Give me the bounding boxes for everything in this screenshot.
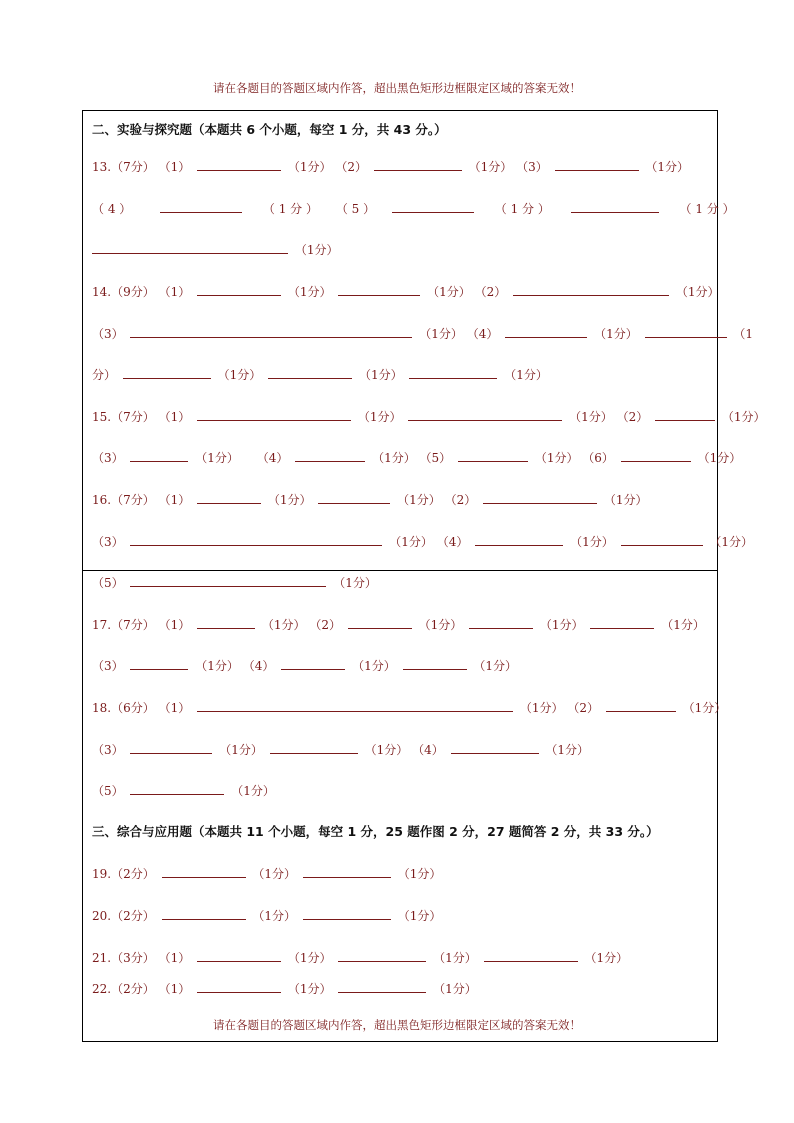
section2-title: 二、实验与探究题（本题共 6 个小题，每空 1 分，共 43 分。） bbox=[92, 122, 447, 137]
q18-head: 18.（6分） bbox=[92, 701, 155, 715]
q18-line3 bbox=[92, 782, 275, 800]
points: （1分） bbox=[584, 951, 629, 965]
points: （1分） bbox=[267, 493, 312, 507]
points-wrap: 分） bbox=[92, 368, 117, 382]
points: （1分） bbox=[645, 160, 690, 174]
q16-part5: （5） bbox=[92, 576, 124, 590]
points: （1分） bbox=[545, 743, 589, 757]
answer-blank[interactable] bbox=[505, 325, 587, 338]
answer-blank[interactable] bbox=[513, 283, 669, 296]
answer-blank[interactable] bbox=[451, 741, 539, 754]
answer-blank[interactable] bbox=[197, 980, 281, 993]
q17-part2: （2） bbox=[309, 618, 341, 632]
q16-part3: （3） bbox=[92, 535, 124, 549]
q22-part1: （1） bbox=[158, 982, 191, 996]
answer-blank[interactable] bbox=[408, 408, 562, 421]
q20-line bbox=[92, 907, 441, 925]
answer-blank[interactable] bbox=[130, 741, 212, 754]
q15-head: 15.（7分） bbox=[92, 410, 155, 424]
points: （1分） bbox=[294, 243, 339, 257]
points: （1分） bbox=[709, 535, 753, 549]
answer-blank[interactable] bbox=[318, 491, 390, 504]
q18-part4: （4） bbox=[412, 743, 444, 757]
q15-part3: （3） bbox=[92, 451, 124, 465]
points: （1分） bbox=[352, 659, 396, 673]
answer-blank[interactable] bbox=[295, 449, 365, 462]
points: （1分） bbox=[534, 451, 579, 465]
points: （1分） bbox=[252, 909, 297, 923]
answer-blank[interactable] bbox=[197, 283, 281, 296]
points: （1分） bbox=[287, 160, 332, 174]
answer-blank[interactable] bbox=[197, 491, 261, 504]
q18-part2: （2） bbox=[567, 701, 599, 715]
answer-blank[interactable] bbox=[197, 699, 513, 712]
points: （1分） bbox=[397, 909, 442, 923]
q13-part4: （ 4 ） bbox=[92, 202, 132, 216]
q17-part4: （4） bbox=[242, 659, 275, 673]
warning-top: 请在各题目的答题区域内作答，超出黑色矩形边框限定区域的答案无效！ bbox=[213, 81, 581, 95]
q13-line3 bbox=[92, 241, 338, 259]
answer-blank[interactable] bbox=[621, 449, 691, 462]
answer-blank[interactable] bbox=[197, 408, 351, 421]
points: （1分） bbox=[287, 285, 332, 299]
answer-box-lower bbox=[82, 570, 718, 1042]
q13-line1 bbox=[92, 158, 689, 176]
answer-blank[interactable] bbox=[469, 616, 533, 629]
answer-blank[interactable] bbox=[555, 158, 639, 171]
answer-blank[interactable] bbox=[130, 449, 188, 462]
q21-line bbox=[92, 949, 628, 967]
answer-blank[interactable] bbox=[130, 533, 382, 546]
q21-part1: （1） bbox=[158, 951, 191, 965]
points: （1分） bbox=[603, 493, 648, 507]
points: （1分） bbox=[357, 410, 402, 424]
points: （1分） bbox=[252, 867, 297, 881]
q17-line2 bbox=[92, 657, 517, 675]
points: （1分） bbox=[675, 285, 720, 299]
answer-blank[interactable] bbox=[392, 200, 474, 213]
q14-head: 14.（9分） bbox=[92, 285, 155, 299]
warning-bottom: 请在各题目的答题区域内作答，超出黑色矩形边框限定区域的答案无效！ bbox=[213, 1018, 581, 1032]
points: （1分） bbox=[287, 951, 332, 965]
answer-blank[interactable] bbox=[338, 949, 426, 962]
answer-blank[interactable] bbox=[374, 158, 462, 171]
q14-part2: （2） bbox=[474, 285, 507, 299]
points: （1分） bbox=[372, 451, 416, 465]
q16-part2: （2） bbox=[444, 493, 477, 507]
answer-blank[interactable] bbox=[655, 408, 715, 421]
points: （1分） bbox=[569, 410, 613, 424]
points: （1分） bbox=[468, 160, 513, 174]
points: （1分） bbox=[397, 867, 442, 881]
q19-head: 19.（2分） bbox=[92, 867, 155, 881]
q20-head: 20.（2分） bbox=[92, 909, 155, 923]
answer-blank[interactable] bbox=[197, 949, 281, 962]
points: （1分） bbox=[427, 285, 471, 299]
points: （1分） bbox=[333, 576, 377, 590]
points: （1分） bbox=[418, 618, 463, 632]
answer-blank[interactable] bbox=[130, 657, 188, 670]
points: （1分） bbox=[261, 618, 306, 632]
answer-blank[interactable] bbox=[303, 907, 391, 920]
answer-blank[interactable] bbox=[281, 657, 345, 670]
q13-part3: （3） bbox=[516, 160, 548, 174]
answer-blank[interactable] bbox=[403, 657, 467, 670]
q14-line1 bbox=[92, 283, 720, 301]
q22-line bbox=[92, 980, 477, 998]
q15-part6: （6） bbox=[582, 451, 614, 465]
q15-part2: （2） bbox=[616, 410, 649, 424]
answer-blank[interactable] bbox=[130, 574, 326, 587]
answer-blank[interactable] bbox=[338, 980, 426, 993]
points: （1分） bbox=[539, 618, 584, 632]
q14-part1: （1） bbox=[158, 285, 191, 299]
q14-line3 bbox=[92, 366, 548, 384]
answer-blank[interactable] bbox=[606, 699, 676, 712]
q16-line1 bbox=[92, 491, 648, 509]
answer-blank[interactable] bbox=[645, 325, 727, 338]
points: （1分） bbox=[358, 368, 403, 382]
q16-line2 bbox=[92, 533, 753, 551]
q13-line2 bbox=[92, 200, 735, 218]
points: （1分） bbox=[195, 659, 239, 673]
q14-line2 bbox=[92, 325, 753, 343]
q15-part1: （1） bbox=[158, 410, 191, 424]
points: （1分） bbox=[661, 618, 705, 632]
points: （1分） bbox=[287, 982, 332, 996]
points: （1分） bbox=[504, 368, 548, 382]
points: （1分） bbox=[721, 410, 766, 424]
points: （1分） bbox=[397, 493, 441, 507]
q18-part5: （5） bbox=[92, 784, 124, 798]
answer-blank[interactable] bbox=[130, 782, 224, 795]
section3-title: 三、综合与应用题（本题共 11 个小题，每空 1 分，25 题作图 2 分，27 题简答 2 分，共 33 分。） bbox=[92, 824, 659, 839]
points: （1分） bbox=[697, 451, 742, 465]
answer-blank[interactable] bbox=[475, 533, 563, 546]
q22-head: 22.（2分） bbox=[92, 982, 155, 996]
q16-part1: （1） bbox=[158, 493, 191, 507]
answer-blank[interactable] bbox=[458, 449, 528, 462]
points: （1分） bbox=[389, 535, 433, 549]
points: （ 1 分 ） bbox=[679, 202, 735, 216]
answer-blank[interactable] bbox=[590, 616, 654, 629]
q15-part4: （4） bbox=[256, 451, 289, 465]
q19-line bbox=[92, 865, 441, 883]
answer-blank[interactable] bbox=[571, 200, 659, 213]
answer-blank[interactable] bbox=[270, 741, 358, 754]
q17-part3: （3） bbox=[92, 659, 124, 673]
points: （1分） bbox=[433, 951, 477, 965]
points-wrap: （1 bbox=[733, 327, 753, 341]
q14-part3: （3） bbox=[92, 327, 124, 341]
points: （1分） bbox=[195, 451, 239, 465]
q13-part2: （2） bbox=[335, 160, 367, 174]
answer-blank[interactable] bbox=[348, 616, 412, 629]
points: （1分） bbox=[682, 701, 727, 715]
q13-part5: （ 5 ） bbox=[335, 202, 376, 216]
points: （ 1 分 ） bbox=[494, 202, 550, 216]
q17-line1 bbox=[92, 616, 705, 634]
answer-blank[interactable] bbox=[621, 533, 703, 546]
q18-part1: （1） bbox=[158, 701, 191, 715]
answer-blank[interactable] bbox=[92, 241, 288, 254]
q18-line1 bbox=[92, 699, 726, 717]
answer-blank[interactable] bbox=[162, 865, 246, 878]
q13-part1: （1） bbox=[158, 160, 191, 174]
q16-head: 16.（7分） bbox=[92, 493, 155, 507]
points: （1分） bbox=[419, 327, 463, 341]
q15-line1 bbox=[92, 408, 766, 426]
answer-blank[interactable] bbox=[338, 283, 420, 296]
answer-blank[interactable] bbox=[130, 325, 412, 338]
q13-head: 13.（7分） bbox=[92, 160, 155, 174]
answer-blank[interactable] bbox=[197, 616, 255, 629]
points: （1分） bbox=[519, 701, 564, 715]
points: （1分） bbox=[231, 784, 275, 798]
q17-head: 17.（7分） bbox=[92, 618, 155, 632]
q15-line2 bbox=[92, 449, 741, 467]
answer-blank[interactable] bbox=[162, 907, 246, 920]
answer-blank[interactable] bbox=[268, 366, 352, 379]
q21-head: 21.（3分） bbox=[92, 951, 155, 965]
q18-line2 bbox=[92, 741, 589, 759]
q18-part3: （3） bbox=[92, 743, 124, 757]
answer-blank[interactable] bbox=[483, 491, 597, 504]
q16-line3 bbox=[92, 574, 377, 592]
points: （1分） bbox=[570, 535, 614, 549]
answer-blank[interactable] bbox=[409, 366, 497, 379]
q16-part4: （4） bbox=[436, 535, 469, 549]
points: （1分） bbox=[364, 743, 409, 757]
points: （1分） bbox=[217, 368, 262, 382]
q14-part4: （4） bbox=[466, 327, 499, 341]
answer-blank[interactable] bbox=[484, 949, 578, 962]
answer-blank[interactable] bbox=[123, 366, 211, 379]
points: （1分） bbox=[433, 982, 477, 996]
points: （ 1 分 ） bbox=[262, 202, 319, 216]
q15-part5: （5） bbox=[419, 451, 452, 465]
q17-part1: （1） bbox=[158, 618, 191, 632]
points: （1分） bbox=[594, 327, 638, 341]
answer-blank[interactable] bbox=[197, 158, 281, 171]
points: （1分） bbox=[473, 659, 517, 673]
answer-blank[interactable] bbox=[303, 865, 391, 878]
answer-blank[interactable] bbox=[160, 200, 242, 213]
points: （1分） bbox=[219, 743, 263, 757]
